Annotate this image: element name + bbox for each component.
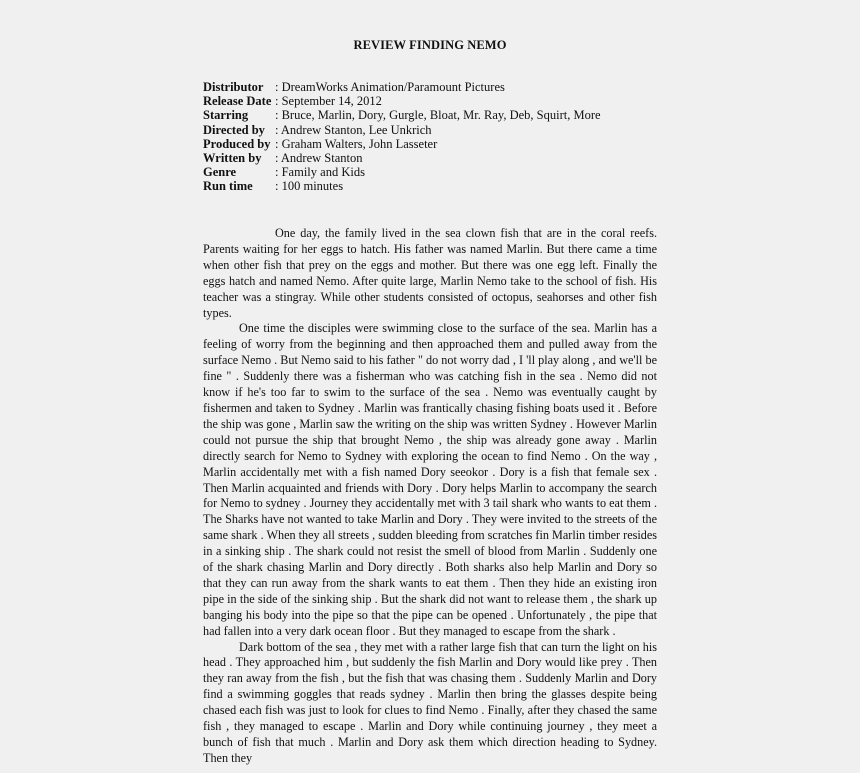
detail-value: : Family and Kids xyxy=(275,165,365,180)
detail-row-directed-by xyxy=(203,123,601,137)
detail-label: Written by xyxy=(203,151,262,166)
review-paragraph: Dark bottom of the sea , they met with a rather large fish that can turn the light on his head . They approached him , but suddenly the fish Marlin and Dory would like prey . Then they ran away from the fish , but the fish that was chasing them . Suddenly Marlin and Dory find a swimming goggles that reads sydney . Marlin then bring the glasses despite being chased each fish was just to look for clues to find Nemo . Finally, after they chased the same fish , they managed to escape . Marlin and Dory while continuing journey , they meet a bunch of fish that much . Marlin and Dory ask them which direction heading to Sydney. Then they xyxy=(203,639,657,765)
detail-row-produced-by xyxy=(203,137,601,151)
page-title: REVIEW FINDING NEMO xyxy=(353,38,507,52)
detail-label: Release Date xyxy=(203,94,272,109)
detail-label: Distributor xyxy=(203,80,264,94)
detail-label: Genre xyxy=(203,165,237,180)
movie-details xyxy=(203,80,601,194)
detail-value: : Andrew Stanton xyxy=(275,151,363,166)
detail-value: : Graham Walters, John Lasseter xyxy=(275,136,438,151)
detail-row-genre xyxy=(203,165,601,179)
detail-label: Run time xyxy=(203,179,253,194)
detail-row-run-time xyxy=(203,179,601,193)
detail-row-starring xyxy=(203,108,601,122)
review-paragraph: One day, the family lived in the sea clown fish that are in the coral reefs. Parents waiting for her eggs to hatch. His father was named Marlin. But there came a time when other fish that prey on the eggs and mother. But there was one egg left. Finally the eggs hatch and named Nemo. After quite large, Marlin Nemo take to the school of fish. His teacher was a stingray. While other students consisted of octopus, seahorses and other fish types. xyxy=(203,226,657,320)
detail-label: Produced by xyxy=(203,136,271,151)
detail-value: : DreamWorks Animation/Paramount Pictures xyxy=(275,80,505,94)
detail-value: : 100 minutes xyxy=(275,179,344,194)
detail-value: : Bruce, Marlin, Dory, Gurgle, Bloat, Mr. Ray, Deb, Squirt, More xyxy=(275,108,601,123)
detail-value: : September 14, 2012 xyxy=(275,94,382,109)
detail-label: Starring xyxy=(203,108,249,123)
detail-label: Directed by xyxy=(203,122,265,137)
detail-row-distributor xyxy=(203,80,601,94)
review-paragraph: One time the disciples were swimming close to the surface of the sea. Marlin has a feeling of worry from the beginning and then approached them and pulled away from the surface Nemo . But Nemo said to his father " do not worry dad , I 'll play along , and we'll be fine " . Suddenly there was a fisherman who was catching fish in the sea . Nemo did not know if he's too far to swim to the surface of the sea . Nemo was eventually caught by fishermen and taken to Sydney . Marlin was frantically chasing fishing boats used it . Before the ship was gone , Marlin saw the writing on the ship was written Sydney . However Marlin could not pursue the ship that brought Nemo , the ship was already gone away . Marlin directly search for Nemo to Sydney with exploring the ocean to find Nemo . On the way , Marlin accidentally met with a fish named Dory seeokor . Dory is a fish that female sex . Then Marlin acquainted and friends with Dory . Dory helps Marlin to accompany the search for Nemo to sydney . Journey they accidentally met with 3 tail shark who wants to eat them . The Sharks have not wanted to take Marlin and Dory . They were invited to the streets of the same shark . When they all streets , sudden bleeding from scratches fin Marlin timber resides in a sinking ship . The shark could not resist the smell of blood from Marlin . Suddenly one of the shark chasing Marlin and Dory directly . Both sharks also help Marlin and Dory so that they can run away from the shark wants to eat them . Then they hide an existing iron pipe in the side of the sinking ship . But the shark did not want to release them , the shark up banging his body into the pipe so that the pipe can be opened . Unfortunately , the pipe that had fallen into a very dark ocean floor . But they managed to escape from the shark . xyxy=(203,321,657,638)
review-body xyxy=(203,226,657,767)
detail-row-release-date xyxy=(203,94,601,108)
detail-value: : Andrew Stanton, Lee Unkrich xyxy=(275,122,432,137)
detail-row-written-by xyxy=(203,151,601,165)
